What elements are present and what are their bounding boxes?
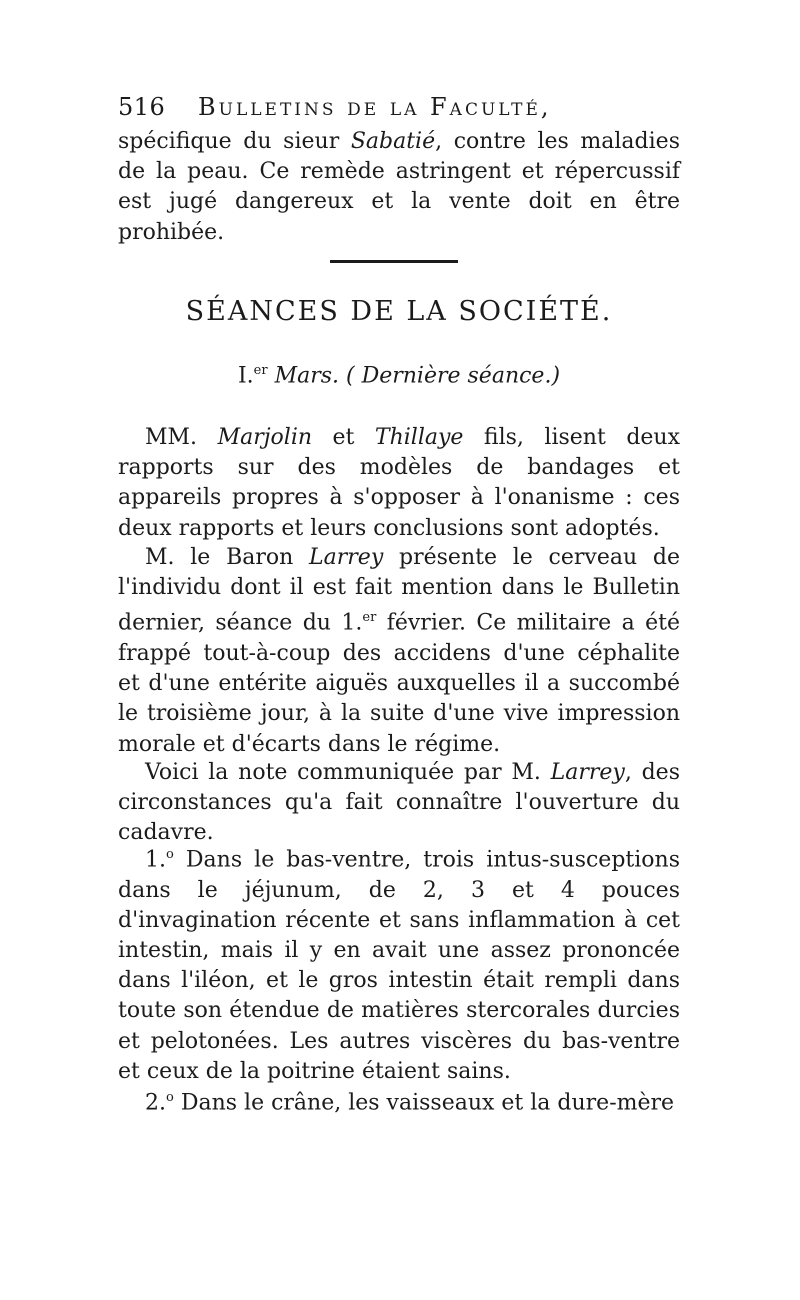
page-number: 516 [118, 93, 166, 121]
paragraph [118, 543, 680, 760]
paragraph-continued [118, 127, 680, 248]
ordinal-sup: o [166, 847, 174, 862]
text-span: Voici la note communiquée par M. [145, 760, 551, 785]
person-name: Thillaye [374, 425, 464, 450]
running-title: Bulletins de la Faculté, [198, 93, 552, 121]
text-span: Dans le crâne, les vaisseaux et la dure-mère [173, 1090, 675, 1116]
person-name: Larrey [550, 760, 625, 785]
text-span: , contre les maladies de la peau. Ce remède astringent et répercussif est jugé dangereux et la vente doit en être prohibée. [118, 129, 680, 245]
text-span: fils, lisent deux rapports sur des modèles de bandages et appareils propres à s'opposer à l'onanisme : ces deux rapports et leurs conclusions sont adoptés. [118, 425, 680, 541]
text-span: M. le Baron [145, 545, 310, 570]
text-span: présente le cerveau de l'individu dont il est fait mention dans le Bulletin dernier, séance du 1. [118, 545, 680, 636]
text-span: , des circonstances qu'a fait connaître l'ouverture du cadavre. [118, 760, 680, 846]
date-note: ( Dernière séance.) [346, 363, 561, 389]
ordinal-sup: o [166, 1090, 174, 1105]
session-date [118, 363, 680, 388]
paragraph [118, 1083, 680, 1119]
text-span: Dans le bas-ventre, trois intus-susceptions dans le jéjunum, de 2, 3 et 4 pouces d'invagination récente et sans inflammation à cet intestin, mais il y en avait une assez prononcée dans l'iléon, et le gros intestin était rempli dans toute son étendue de matières stercorales durcies et pelotonées. Les autres viscères du bas-ventre et ceux de la poitrine étaient sains. [118, 847, 680, 1084]
item-number: 1. [145, 847, 166, 873]
text-span: spécifique du sieur [118, 129, 351, 154]
person-name: Marjolin [217, 425, 313, 450]
text-span: MM. [145, 425, 218, 450]
item-number: 2. [145, 1090, 166, 1116]
section-title: SÉANCES DE LA SOCIÉTÉ. [185, 296, 613, 327]
paragraph [118, 758, 680, 849]
person-name: Sabatié [350, 129, 436, 154]
date-month: Mars. [274, 363, 340, 389]
text-span: février. Ce militaire a été frappé tout-à-coup des accidens d'une céphalite et d'une entérite aiguës auxquelles il a succombé le troisième jour, à la suite d'une vive impression morale et d'écarts dans le régime. [118, 610, 680, 757]
date-day: I. [237, 363, 254, 389]
date-day-sup: er [253, 363, 268, 378]
text-span: et [312, 425, 375, 450]
section-divider [330, 260, 458, 263]
ordinal-sup: er [362, 610, 377, 626]
paragraph [118, 840, 680, 1087]
person-name: Larrey [309, 545, 384, 570]
paragraph [118, 423, 680, 544]
